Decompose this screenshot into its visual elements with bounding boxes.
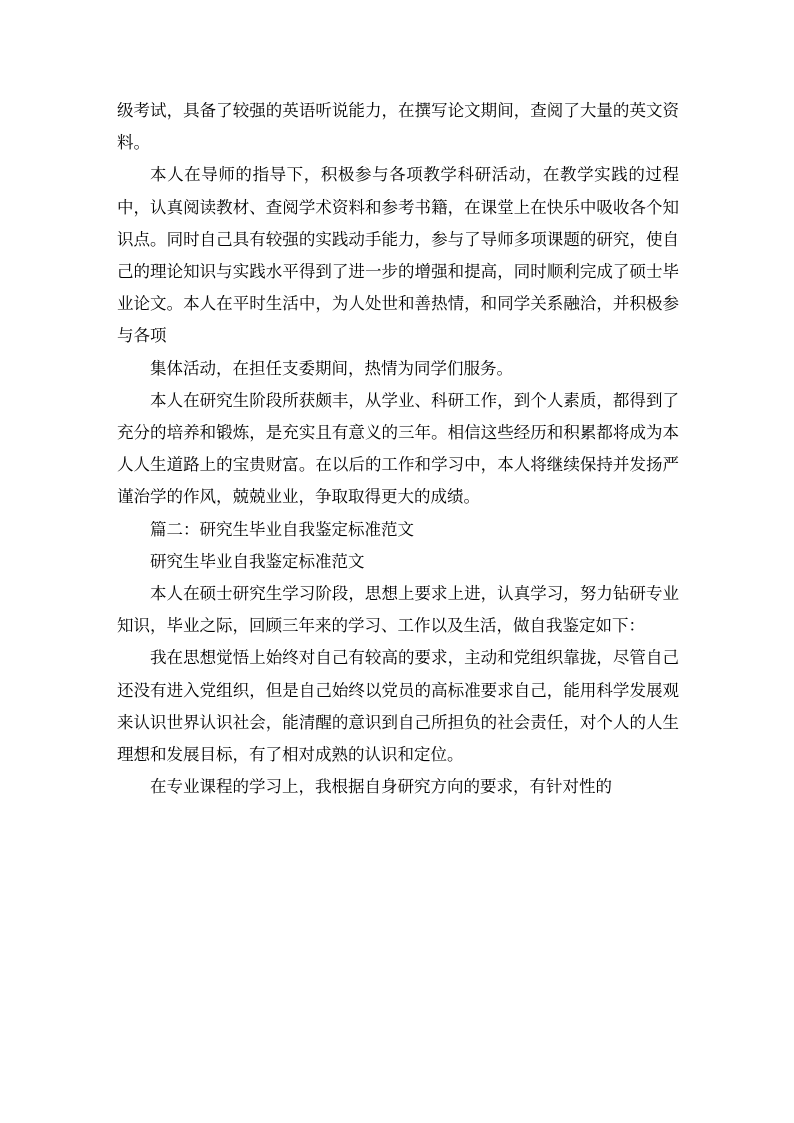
section-subtitle: 研究生毕业自我鉴定标准范文 — [150, 551, 365, 571]
paragraph-9: 在专业课程的学习上，我根据自身研究方向的要求，有针对性的 — [150, 777, 612, 797]
section-heading: 篇二：研究生毕业自我鉴定标准范文 — [150, 519, 414, 539]
paragraph-4: 本人在研究生阶段所获颇丰，从学业、科研工作，到个人素质，都得到了充分的培养和锻炼，是充实且有意义的三年。相信这些经历和积累都将成为本人人生道路上的宝贵财富。在以后的工作和学习中，本人将继续保持并发扬严谨治学的作风，兢兢业业，争取取得更大的成绩。 — [117, 390, 679, 507]
paragraph-3: 集体活动，在担任支委期间，热情为同学们服务。 — [150, 358, 513, 378]
paragraph-8: 我在思想觉悟上始终对自己有较高的要求，主动和党组织靠拢，尽管自己还没有进入党组织，但是自己始终以党员的高标准要求自己，能用科学发展观来认识世界认识社会，能清醒的意识到自己所担负的社会责任，对个人的人生理想和发展目标，有了相对成熟的认识和定位。 — [117, 648, 679, 765]
paragraph-7: 本人在硕士研究生学习阶段，思想上要求上进，认真学习，努力钻研专业知识，毕业之际，回顾三年来的学习、工作以及生活，做自我鉴定如下： — [117, 584, 679, 636]
paragraph-2: 本人在导师的指导下，积极参与各项教学科研活动，在教学实践的过程中，认真阅读教材、查阅学术资料和参考书籍，在课堂上在快乐中吸收各个知识点。同时自己具有较强的实践动手能力，参与了导师多项课题的研究，使自己的理论知识与实践水平得到了进一步的增强和提高，同时顺利完成了硕士毕业论文。本人在平时生活中，为人处世和善热情，和同学关系融洽，并积极参与各项 — [117, 165, 679, 346]
paragraph-1: 级考试，具备了较强的英语听说能力，在撰写论文期间，查阅了大量的英文资料。 — [117, 101, 679, 153]
body-text — [117, 95, 679, 803]
